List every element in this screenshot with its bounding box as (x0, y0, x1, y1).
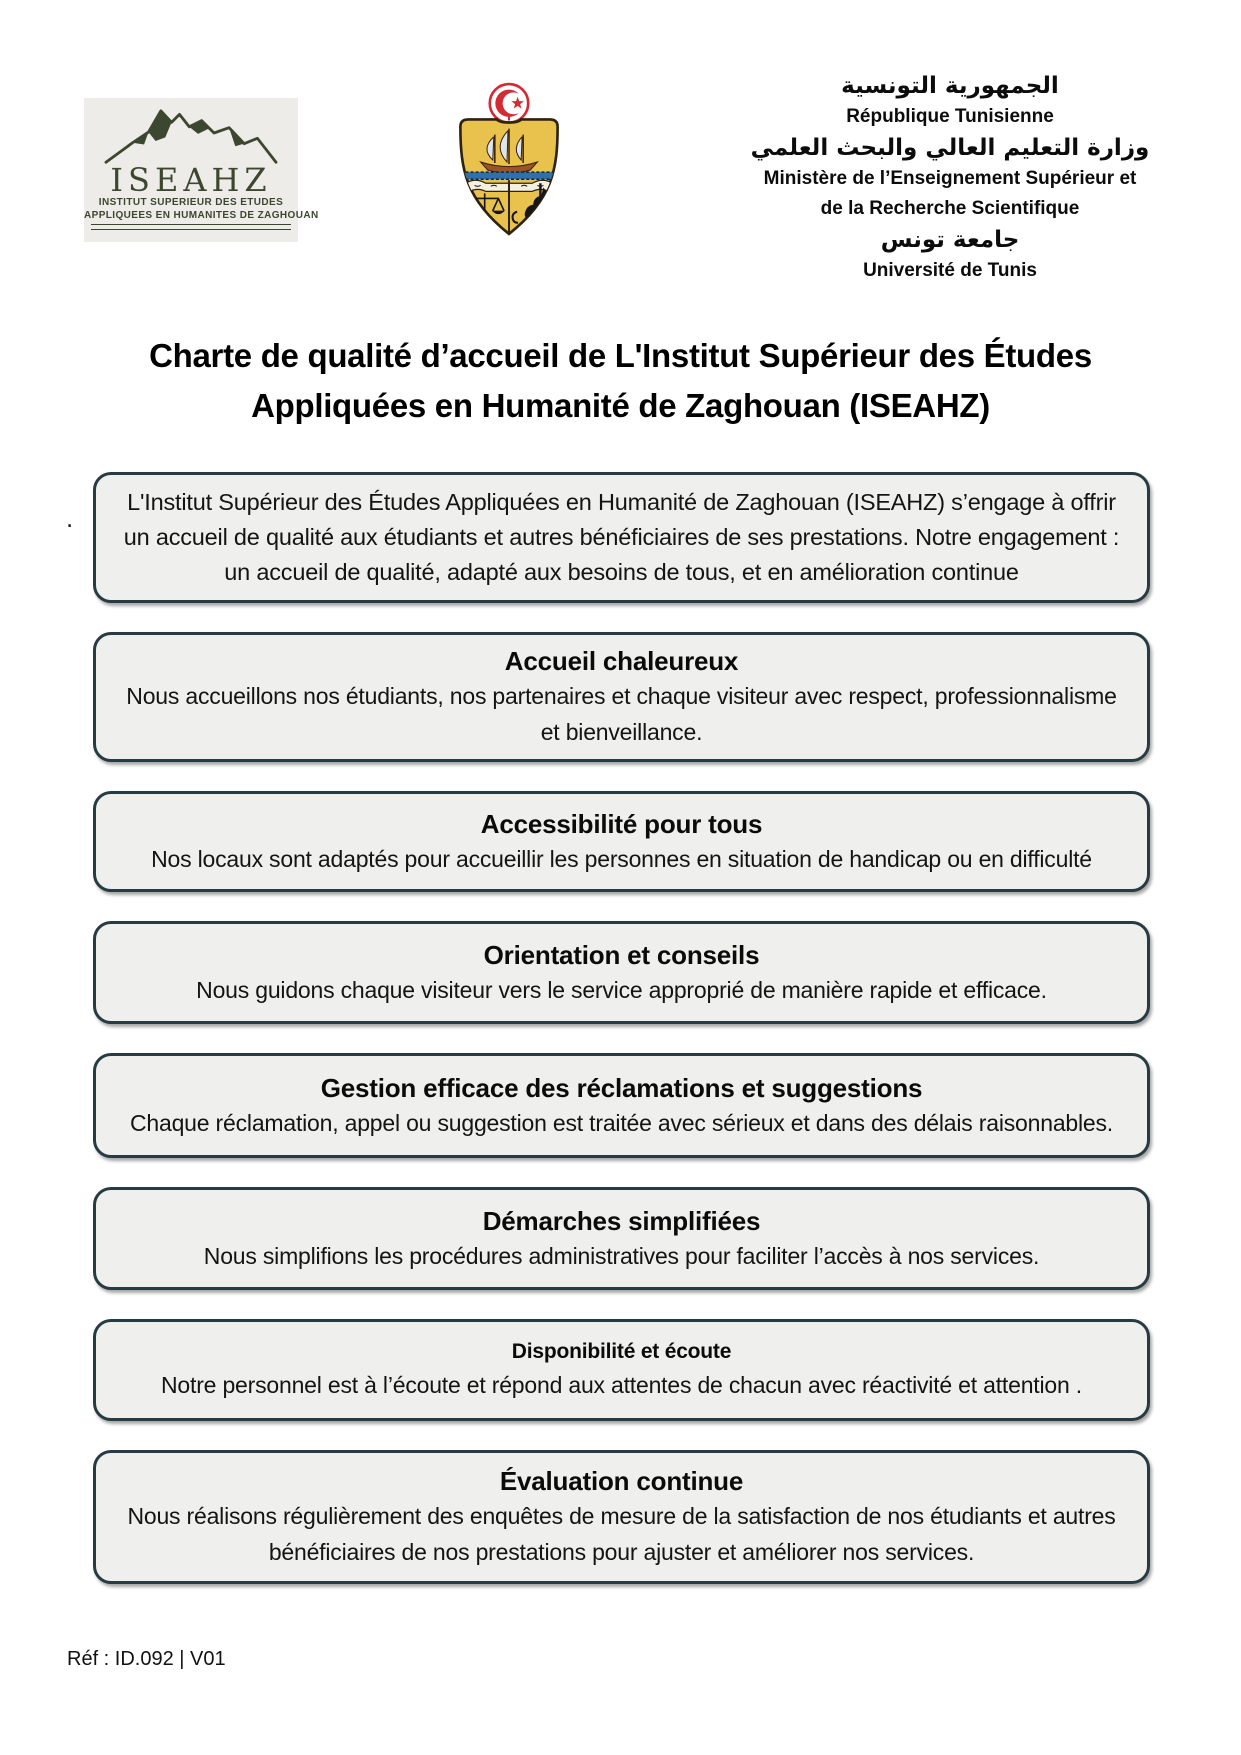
university-name-french: Université de Tunis (863, 260, 1037, 281)
section-title: Gestion efficace des réclamations et suggestions (320, 1072, 923, 1103)
ministry-block (690, 70, 1210, 286)
section-card-evaluation (93, 1450, 1150, 1584)
logo-acronym: ISEAHZ (110, 161, 272, 199)
stray-dot: . (66, 503, 74, 533)
university-name-arabic: جامعة تونس (880, 227, 1020, 253)
logo-underline (91, 224, 291, 230)
section-title: Disponibilité et écoute (511, 1340, 732, 1363)
section-card-disponibilite (93, 1319, 1150, 1421)
section-card-accessibilite (93, 791, 1150, 892)
section-title: Orientation et conseils (483, 939, 760, 970)
document-reference: Réf : ID.092 | V01 (67, 1648, 226, 1670)
section-body: Nous simplifions les procédures administratives pour faciliter l’accès à nos services. (203, 1242, 1040, 1269)
logo-subtitle-line1: INSTITUT SUPERIEUR DES ETUDES (98, 197, 284, 208)
ministry-name-french-line2: de la Recherche Scientifique (820, 198, 1080, 219)
intro-card (93, 472, 1150, 603)
section-title: Accueil chaleureux (504, 646, 739, 676)
section-card-orientation (93, 921, 1150, 1024)
section-body: Notre personnel est à l’écoute et répond aux attentes de chacun avec réactivité et attention . (161, 1372, 1082, 1398)
ministry-name-french-line1: Ministère de l’Enseignement Supérieur et (763, 168, 1137, 189)
section-title: Évaluation continue (499, 1466, 744, 1496)
section-title: Démarches simplifiées (482, 1205, 761, 1236)
iseahz-logo (84, 98, 319, 242)
mountain-logo-icon (95, 102, 287, 164)
republic-name-french: République Tunisienne (846, 106, 1054, 127)
section-body: Nous réalisons régulièrement des enquêtes de mesure de la satisfaction de nos étudiants et autres bénéficiaires de nos prestations pour ajuster et améliorer nos services. (127, 1503, 1116, 1565)
section-card-gestion-reclamations (93, 1053, 1150, 1158)
section-body: Nous accueillons nos étudiants, nos partenaires et chaque visiteur avec respect, professionnalisme et bienveillance. (126, 683, 1117, 745)
page-title-line1: Charte de qualité d’accueil de L'Institut Supérieur des Études (149, 337, 1092, 374)
page-title (0, 331, 1241, 431)
ministry-name-arabic: وزارة التعليم العالي والبحث العلمي (750, 135, 1150, 161)
section-body: Nos locaux sont adaptés pour accueillir les personnes en situation de handicap ou en difficulté (151, 845, 1092, 872)
page-title-line2: Appliquées en Humanité de Zaghouan (ISEAHZ) (251, 387, 990, 424)
section-title: Accessibilité pour tous (480, 808, 763, 839)
section-card-accueil-chaleureux (93, 632, 1150, 762)
section-card-demarches (93, 1187, 1150, 1290)
tunisia-coat-of-arms-icon (452, 82, 566, 240)
section-body: Chaque réclamation, appel ou suggestion est traitée avec sérieux et dans des délais raisonnables. (130, 1109, 1113, 1136)
charter-sections (93, 472, 1150, 1584)
logo-subtitle-line2: APPLIQUEES EN HUMANITES DE ZAGHOUAN (84, 209, 319, 221)
section-body: Nous guidons chaque visiteur vers le service approprié de manière rapide et efficace. (196, 976, 1047, 1003)
intro-text: L'Institut Supérieur des Études Appliquées en Humanité de Zaghouan (ISEAHZ) s’engage à offrir un accueil de qualité aux étudiants et autres bénéficiaires de ses prestations. Notre engagement : un accueil de qualité, adapté aux besoins de tous, et en amélioration continue (123, 489, 1120, 585)
republic-name-arabic: الجمهورية التونسية (841, 73, 1059, 99)
